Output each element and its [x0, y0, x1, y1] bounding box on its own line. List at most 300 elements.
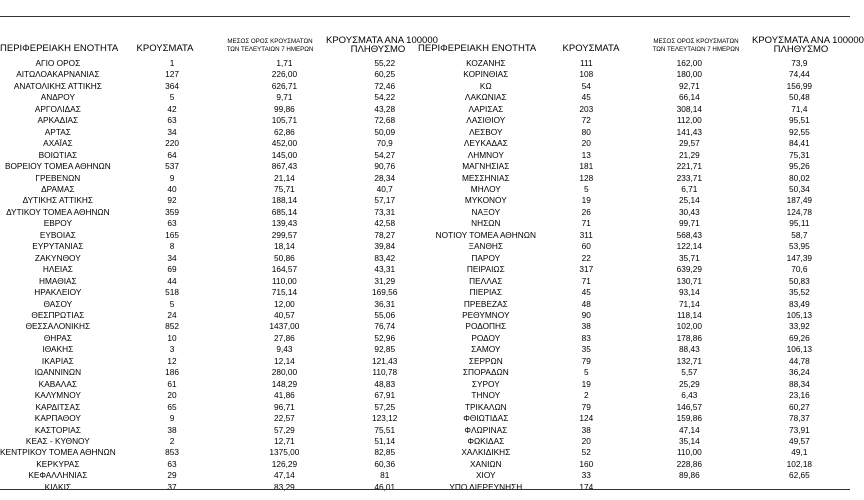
- right-region-cell: ΚΩ: [479, 80, 492, 91]
- left-region-cell: ΙΩΑΝΝΙΝΩΝ: [34, 367, 82, 378]
- left-cases-cell: 65: [167, 401, 177, 412]
- left-avg7-cell: 1,71: [276, 58, 293, 68]
- right-cases-cell: 38: [581, 424, 591, 435]
- left-avg7-cell: 299,57: [271, 229, 298, 240]
- right-avg7-cell: 66,14: [678, 92, 700, 103]
- right-cases-cell: 203: [579, 103, 594, 114]
- left-avg7-cell: 18,14: [274, 241, 295, 252]
- table-row: [0, 195, 850, 206]
- right-region-cell: ΠΑΡΟΥ: [471, 252, 501, 263]
- right-per100k-cell: 50,34: [788, 183, 810, 194]
- left-region-cell: ΘΕΣΣΑΛΟΝΙΚΗΣ: [25, 321, 91, 332]
- top-rule: [0, 16, 850, 17]
- table-row: [0, 344, 850, 355]
- left-cases-cell: 537: [165, 161, 179, 172]
- left-cases-cell: 518: [165, 287, 179, 298]
- right-per100k-cell: 156,99: [786, 80, 813, 91]
- table-row: [0, 264, 850, 275]
- left-per100k-cell: 57,17: [374, 195, 396, 206]
- left-per100k-cell: 76,74: [374, 321, 396, 332]
- right-region-cell: ΛΑΡΙΣΑΣ: [468, 103, 504, 114]
- right-per100k-cell: 73,91: [788, 424, 810, 435]
- right-region-cell: ΛΑΣΙΘΙΟΥ: [466, 115, 506, 126]
- left-region-cell: ΚΕΦΑΛΛΗΝΙΑΣ: [28, 470, 88, 481]
- left-header-avg-line2: ΤΩΝ ΤΕΛΕΥΤΑΙΩΝ 7 ΗΜΕΡΩΝ: [226, 46, 314, 53]
- left-per100k-cell: 169,56: [372, 287, 398, 298]
- left-avg7-cell: 126,29: [271, 458, 298, 469]
- right-cases-cell: 128: [579, 172, 594, 183]
- left-avg7-cell: 22,57: [274, 413, 295, 424]
- right-region-cell: ΜΑΓΝΗΣΙΑΣ: [462, 161, 510, 172]
- right-per100k-cell: 23,16: [788, 390, 810, 401]
- left-per100k-cell: 57,25: [374, 401, 396, 412]
- table-row: [0, 482, 850, 493]
- right-cases-cell: 54: [581, 80, 591, 91]
- table-row: [0, 379, 850, 390]
- right-header-avg-line2: ΤΩΝ ΤΕΛΕΥΤΑΙΩΝ 7 ΗΜΕΡΩΝ: [652, 46, 740, 53]
- left-cases-cell: 40: [167, 183, 177, 194]
- right-per100k-cell: 102,18: [786, 458, 813, 469]
- left-avg7-cell: 27,86: [274, 332, 295, 343]
- right-per100k-cell: 73,9: [791, 58, 808, 68]
- table-row: [0, 173, 850, 184]
- right-region-cell: ΡΟΔΟΠΗΣ: [465, 321, 507, 332]
- left-cases-cell: 34: [167, 126, 177, 137]
- right-avg7-cell: 639,29: [676, 264, 703, 275]
- left-cases-cell: 64: [167, 149, 177, 160]
- left-cases-cell: 5: [169, 92, 175, 103]
- left-cases-cell: 9: [169, 413, 175, 424]
- right-region-cell: ΤΗΝΟΥ: [471, 390, 501, 401]
- left-cases-cell: 5: [169, 298, 175, 309]
- right-region-cell: ΛΑΚΩΝΙΑΣ: [464, 92, 507, 103]
- left-per100k-cell: 90,76: [374, 161, 396, 172]
- right-per100k-cell: 33,92: [788, 321, 810, 332]
- right-cases-cell: 71: [581, 218, 591, 229]
- left-per100k-cell: 43,28: [374, 103, 396, 114]
- right-region-cell: ΧΙΟΥ: [476, 470, 496, 481]
- right-region-cell: ΛΗΜΝΟΥ: [467, 149, 504, 160]
- left-region-cell: ΚΕΡΚΥΡΑΣ: [36, 458, 80, 469]
- table-row: [0, 367, 850, 378]
- right-per100k-cell: 106,13: [786, 344, 813, 355]
- table-row: [0, 390, 850, 401]
- left-avg7-cell: 62,86: [274, 126, 295, 137]
- left-avg7-cell: 50,86: [274, 252, 295, 263]
- right-region-cell: ΠΙΕΡΙΑΣ: [469, 287, 502, 298]
- right-per100k-cell: 60,27: [788, 401, 810, 412]
- table-row: [0, 402, 850, 413]
- left-cases-cell: 9: [169, 172, 175, 183]
- right-region-cell: ΜΗΛΟΥ: [470, 183, 501, 194]
- right-cases-cell: 72: [581, 115, 591, 126]
- left-per100k-cell: 123,12: [372, 413, 398, 424]
- right-cases-cell: 90: [581, 309, 591, 320]
- left-region-cell: ΒΟΡΕΙΟΥ ΤΟΜΕΑ ΑΘΗΝΩΝ: [4, 161, 111, 172]
- left-per100k-cell: 70,9: [376, 138, 393, 149]
- right-cases-cell: 22: [581, 252, 591, 263]
- left-cases-cell: 359: [165, 206, 179, 217]
- left-per100k-cell: 60,36: [374, 458, 396, 469]
- left-per100k-cell: 36,31: [374, 298, 396, 309]
- left-region-cell: ΑΡΤΑΣ: [44, 126, 71, 137]
- right-region-cell: ΛΕΥΚΑΔΑΣ: [463, 138, 508, 149]
- left-cases-cell: 63: [167, 218, 177, 229]
- right-avg7-cell: 35,71: [678, 252, 700, 263]
- right-cases-cell: 35: [581, 344, 591, 355]
- right-avg7-cell: 29,57: [678, 138, 700, 149]
- right-avg7-cell: 30,43: [678, 206, 700, 217]
- right-cases-cell: 79: [581, 355, 591, 366]
- left-region-cell: ΚΙΛΚΙΣ: [44, 481, 72, 492]
- right-avg7-cell: 118,14: [676, 309, 702, 320]
- table-body: [0, 58, 850, 493]
- right-region-cell: ΝΟΤΙΟΥ ΤΟΜΕΑ ΑΘΗΝΩΝ: [435, 229, 536, 240]
- left-region-cell: ΒΟΙΩΤΙΑΣ: [38, 149, 78, 160]
- left-region-cell: ΑΡΓΟΛΙΔΑΣ: [34, 103, 81, 114]
- right-per100k-cell: 84,41: [788, 138, 810, 149]
- left-per100k-cell: 28,34: [374, 172, 396, 183]
- right-avg7-cell: 308,14: [676, 103, 703, 114]
- left-per100k-cell: 52,96: [374, 332, 396, 343]
- table-row: [0, 115, 850, 126]
- left-region-cell: ΚΕΑΣ - ΚΥΘΝΟΥ: [25, 435, 90, 446]
- left-cases-cell: 42: [167, 103, 177, 114]
- left-avg7-cell: 47,14: [274, 470, 295, 481]
- right-cases-cell: 80: [581, 126, 591, 137]
- left-avg7-cell: 226,00: [271, 69, 298, 80]
- right-region-cell: ΠΕΙΡΑΙΩΣ: [466, 264, 505, 275]
- left-header-per-line2: ΠΛΗΘΥΣΜΟ: [350, 44, 406, 55]
- left-region-cell: ΚΑΡΔΙΤΣΑΣ: [35, 401, 81, 412]
- left-region-cell: ΕΥΡΥΤΑΝΙΑΣ: [32, 241, 84, 252]
- left-per100k-cell: 40,7: [376, 183, 393, 194]
- left-region-cell: ΚΑΣΤΟΡΙΑΣ: [34, 424, 81, 435]
- table-row: [0, 413, 850, 424]
- table-row: [0, 92, 850, 103]
- right-header-cases: ΚΡΟΥΣΜΑΤΑ: [562, 43, 620, 54]
- left-region-cell: ΑΧΑΪΑΣ: [43, 138, 73, 149]
- left-region-cell: ΘΕΣΠΡΩΤΙΑΣ: [31, 309, 85, 320]
- right-region-cell: ΚΟΖΑΝΗΣ: [466, 58, 506, 68]
- left-cases-cell: 12: [167, 355, 177, 366]
- right-region-cell: ΧΑΛΚΙΔΙΚΗΣ: [461, 447, 511, 458]
- right-cases-cell: 13: [581, 149, 591, 160]
- right-avg7-cell: 6,43: [681, 390, 698, 401]
- left-region-cell: ΙΘΑΚΗΣ: [42, 344, 74, 355]
- right-region-cell: ΠΡΕΒΕΖΑΣ: [463, 298, 508, 309]
- right-cases-cell: 160: [579, 458, 594, 469]
- right-region-cell: ΣΕΡΡΩΝ: [468, 355, 503, 366]
- right-cases-cell: 5: [583, 183, 589, 194]
- left-region-cell: ΕΒΡΟΥ: [43, 218, 73, 229]
- right-avg7-cell: 221,71: [676, 161, 703, 172]
- right-per100k-cell: 95,11: [789, 218, 810, 229]
- right-cases-cell: 60: [581, 241, 591, 252]
- right-cases-cell: 20: [581, 138, 591, 149]
- left-region-cell: ΚΕΝΤΡΙΚΟΥ ΤΟΜΕΑ ΑΘΗΝΩΝ: [0, 447, 116, 458]
- right-per100k-cell: [749, 482, 850, 493]
- right-avg7-cell: 88,43: [678, 344, 700, 355]
- right-avg7-cell: 89,86: [678, 470, 700, 481]
- right-region-cell: ΣΑΜΟΥ: [471, 344, 501, 355]
- bottom-rule: [0, 489, 850, 490]
- left-avg7-cell: 12,14: [274, 355, 295, 366]
- right-cases-cell: 26: [581, 206, 591, 217]
- left-cases-cell: 92: [167, 195, 177, 206]
- left-avg7-cell: 685,14: [271, 206, 298, 217]
- right-region-cell: ΡΟΔΟΥ: [471, 332, 501, 343]
- left-cases-cell: 2: [169, 435, 175, 446]
- left-avg7-cell: 1375,00: [269, 447, 300, 458]
- right-per100k-cell: 69,26: [788, 332, 810, 343]
- right-per100k-cell: 71,4: [791, 103, 808, 114]
- left-per100k-cell: 78,27: [374, 229, 396, 240]
- right-per100k-cell: 147,39: [786, 252, 813, 263]
- table-row: [0, 253, 850, 264]
- left-region-cell: ΕΥΒΟΙΑΣ: [39, 229, 76, 240]
- right-region-cell: ΦΛΩΡΙΝΑΣ: [464, 424, 508, 435]
- right-region-cell: ΣΠΟΡΑΔΩΝ: [462, 367, 509, 378]
- left-region-cell: ΘΗΡΑΣ: [43, 332, 72, 343]
- right-region-cell: ΠΕΛΛΑΣ: [469, 275, 503, 286]
- left-avg7-cell: 148,29: [271, 378, 298, 389]
- right-region-cell: ΛΕΣΒΟΥ: [469, 126, 503, 137]
- left-avg7-cell: 12,00: [274, 298, 295, 309]
- right-per100k-cell: 92,55: [788, 126, 810, 137]
- left-cases-cell: 852: [165, 321, 179, 332]
- table-row: [0, 69, 850, 80]
- right-region-cell: ΜΥΚΟΝΟΥ: [464, 195, 507, 206]
- right-avg7-cell: 21,29: [678, 149, 700, 160]
- right-per100k-cell: 70,6: [791, 264, 808, 275]
- right-avg7-cell: 5,57: [681, 367, 698, 378]
- right-cases-cell: 181: [579, 161, 594, 172]
- right-cases-cell: 2: [583, 390, 589, 401]
- table-row: [0, 436, 850, 447]
- table-row: [0, 276, 850, 287]
- right-avg7-cell: 25,29: [678, 378, 700, 389]
- left-avg7-cell: 145,00: [271, 149, 298, 160]
- left-per100k-cell: 81: [380, 470, 390, 481]
- right-region-cell: ΣΥΡΟΥ: [471, 378, 500, 389]
- left-avg7-cell: 12,71: [274, 435, 295, 446]
- left-cases-cell: 69: [167, 264, 177, 275]
- left-cases-cell: 10: [167, 332, 177, 343]
- left-cases-cell: 1: [169, 58, 175, 68]
- right-avg7-cell: 6,71: [681, 183, 698, 194]
- table-row: [0, 333, 850, 344]
- right-cases-cell: 174: [579, 481, 594, 492]
- right-avg7-cell: 132,71: [676, 355, 703, 366]
- left-per100k-cell: 121,43: [372, 355, 398, 366]
- right-cases-cell: 19: [581, 195, 591, 206]
- table-row: [0, 81, 850, 92]
- right-cases-cell: 48: [581, 298, 591, 309]
- left-per100k-cell: 55,22: [374, 58, 396, 68]
- left-per100k-cell: 60,25: [374, 69, 396, 80]
- left-cases-cell: 364: [165, 80, 179, 91]
- right-region-cell: ΝΗΣΩΝ: [471, 218, 501, 229]
- left-cases-cell: 37: [167, 481, 177, 492]
- right-region-cell: ΝΑΞΟΥ: [471, 206, 501, 217]
- right-avg7-cell: 178,86: [676, 332, 703, 343]
- left-avg7-cell: 57,29: [274, 424, 295, 435]
- left-per100k-cell: 55,06: [374, 309, 396, 320]
- right-avg7-cell: 162,00: [676, 58, 703, 68]
- left-cases-cell: 8: [169, 241, 175, 252]
- right-per100k-cell: 74,44: [788, 69, 810, 80]
- right-region-cell: ΦΩΚΙΔΑΣ: [467, 435, 505, 446]
- left-per100k-cell: 51,14: [374, 435, 396, 446]
- right-per100k-cell: 88,34: [788, 378, 810, 389]
- left-region-cell: ΑΡΚΑΔΙΑΣ: [37, 115, 79, 126]
- left-region-cell: ΑΓΙΟ ΟΡΟΣ: [35, 58, 81, 68]
- left-avg7-cell: 75,71: [274, 183, 295, 194]
- left-avg7-cell: 188,14: [271, 195, 298, 206]
- right-per100k-cell: 44,78: [788, 355, 810, 366]
- left-cases-cell: 34: [167, 252, 177, 263]
- right-header-per-line2: ΠΛΗΘΥΣΜΟ: [773, 44, 829, 55]
- right-cases-cell: 83: [581, 332, 591, 343]
- left-cases-cell: 44: [167, 275, 177, 286]
- table-row: [0, 447, 850, 458]
- right-cases-cell: 311: [579, 229, 593, 240]
- right-avg7-cell: 93,14: [678, 287, 700, 298]
- table-row: [0, 310, 850, 321]
- right-per100k-cell: 95,26: [788, 161, 810, 172]
- left-per100k-cell: 48,83: [374, 378, 396, 389]
- left-per100k-cell: 82,85: [374, 447, 396, 458]
- table-row: [0, 241, 850, 252]
- left-header-per-line1: ΚΡΟΥΣΜΑΤΑ ΑΝΑ 100000: [326, 35, 438, 46]
- left-per100k-cell: 75,51: [374, 424, 396, 435]
- right-region-cell: ΜΕΣΣΗΝΙΑΣ: [461, 172, 510, 183]
- column-headers: [0, 35, 864, 58]
- right-per100k-cell: 83,49: [788, 298, 810, 309]
- left-header-avg-line1: ΜΕΣΟΣ ΟΡΟΣ ΚΡΟΥΣΜΑΤΩΝ: [227, 38, 313, 45]
- table-row: [0, 230, 850, 241]
- right-avg7-cell: 112,00: [676, 115, 702, 126]
- left-per100k-cell: 46,01: [374, 481, 396, 492]
- left-per100k-cell: 92,85: [374, 344, 396, 355]
- left-per100k-cell: 110,78: [372, 367, 398, 378]
- left-region-cell: ΖΑΚΥΝΘΟΥ: [34, 252, 81, 263]
- right-avg7-cell: 228,86: [676, 458, 703, 469]
- right-avg7-cell: 159,86: [676, 413, 703, 424]
- right-per100k-cell: 75,31: [788, 149, 810, 160]
- left-region-cell: ΔΥΤΙΚΗΣ ΑΤΤΙΚΗΣ: [22, 195, 94, 206]
- right-per100k-cell: 49,1: [791, 447, 808, 458]
- left-cases-cell: 853: [165, 447, 179, 458]
- left-per100k-cell: 73,31: [374, 206, 396, 217]
- left-per100k-cell: 50,09: [374, 126, 396, 137]
- left-region-cell: ΗΡΑΚΛΕΙΟΥ: [34, 287, 82, 298]
- right-cases-cell: 79: [581, 401, 591, 412]
- left-cases-cell: 24: [167, 309, 177, 320]
- right-per100k-cell: 50,48: [788, 92, 810, 103]
- table-row: [0, 287, 850, 298]
- table-row: [0, 207, 850, 218]
- right-cases-cell: 38: [581, 321, 591, 332]
- right-cases-cell: 71: [581, 275, 591, 286]
- right-region-cell: ΧΑΝΙΩΝ: [470, 458, 502, 469]
- right-per100k-cell: 105,13: [786, 309, 813, 320]
- right-per100k-cell: 95,51: [788, 115, 810, 126]
- left-avg7-cell: 280,00: [271, 367, 298, 378]
- right-cases-cell: 124: [579, 413, 594, 424]
- left-avg7-cell: 9,43: [276, 344, 293, 355]
- table-row: [0, 321, 850, 332]
- table-row: [0, 459, 850, 470]
- left-cases-cell: 29: [167, 470, 177, 481]
- right-avg7-cell: 233,71: [676, 172, 703, 183]
- right-avg7-cell: 99,71: [678, 218, 700, 229]
- right-cases-cell: 108: [579, 69, 594, 80]
- right-avg7-cell: 141,43: [676, 126, 703, 137]
- table-row: [0, 356, 850, 367]
- left-region-cell: ΙΚΑΡΙΑΣ: [41, 355, 74, 366]
- left-header-region: ΠΕΡΙΦΕΡΕΙΑΚΗ ΕΝΟΤΗΤΑ: [0, 43, 119, 54]
- left-region-cell: ΚΑΡΠΑΘΟΥ: [34, 413, 81, 424]
- left-avg7-cell: 21,14: [274, 172, 295, 183]
- left-header-cases: ΚΡΟΥΣΜΑΤΑ: [136, 43, 194, 54]
- left-avg7-cell: 83,29: [274, 481, 295, 492]
- right-region-cell: ΞΑΝΘΗΣ: [468, 241, 504, 252]
- left-avg7-cell: 99,86: [274, 103, 295, 114]
- right-cases-cell: 45: [581, 92, 591, 103]
- left-cases-cell: 220: [165, 138, 179, 149]
- left-region-cell: ΔΡΑΜΑΣ: [41, 183, 75, 194]
- left-region-cell: ΑΙΤΩΛΟΑΚΑΡΝΑΝΙΑΣ: [16, 69, 100, 80]
- right-cases-cell: 5: [583, 367, 589, 378]
- left-per100k-cell: 83,42: [374, 252, 396, 263]
- right-per100k-cell: 50,83: [788, 275, 810, 286]
- left-per100k-cell: 72,68: [374, 115, 396, 126]
- right-cases-cell: 33: [581, 470, 591, 481]
- right-header-avg-line1: ΜΕΣΟΣ ΟΡΟΣ ΚΡΟΥΣΜΑΤΩΝ: [653, 38, 739, 45]
- right-region-cell: ΦΘΙΩΤΙΔΑΣ: [463, 413, 509, 424]
- table-row: [0, 150, 850, 161]
- left-avg7-cell: 9,71: [276, 92, 293, 103]
- right-avg7-cell: 71,14: [678, 298, 700, 309]
- right-cases-cell: 20: [581, 435, 591, 446]
- table-row: [0, 138, 850, 149]
- right-avg7-cell: 110,00: [676, 447, 702, 458]
- right-per100k-cell: 124,78: [786, 206, 813, 217]
- left-region-cell: ΓΡΕΒΕΝΩΝ: [35, 172, 81, 183]
- right-per100k-cell: 53,95: [788, 241, 810, 252]
- right-cases-cell: 317: [579, 264, 594, 275]
- left-cases-cell: 127: [165, 69, 179, 80]
- left-avg7-cell: 867,43: [271, 161, 298, 172]
- left-cases-cell: 61: [167, 378, 177, 389]
- table-row: [0, 425, 850, 436]
- left-per100k-cell: 67,91: [374, 390, 396, 401]
- left-cases-cell: 3: [169, 344, 175, 355]
- left-per100k-cell: 43,31: [374, 264, 396, 275]
- right-avg7-cell: 146,57: [676, 401, 703, 412]
- right-cases-cell: 52: [581, 447, 591, 458]
- right-region-cell: ΡΕΘΥΜΝΟΥ: [462, 309, 510, 320]
- right-avg7-cell: 25,14: [678, 195, 700, 206]
- right-cases-cell: 45: [581, 287, 591, 298]
- left-per100k-cell: 31,29: [374, 275, 396, 286]
- left-region-cell: ΑΝΔΡΟΥ: [40, 92, 76, 103]
- table-row: [0, 470, 850, 481]
- left-cases-cell: 20: [167, 390, 177, 401]
- left-region-cell: ΚΑΛΥΜΝΟΥ: [34, 390, 81, 401]
